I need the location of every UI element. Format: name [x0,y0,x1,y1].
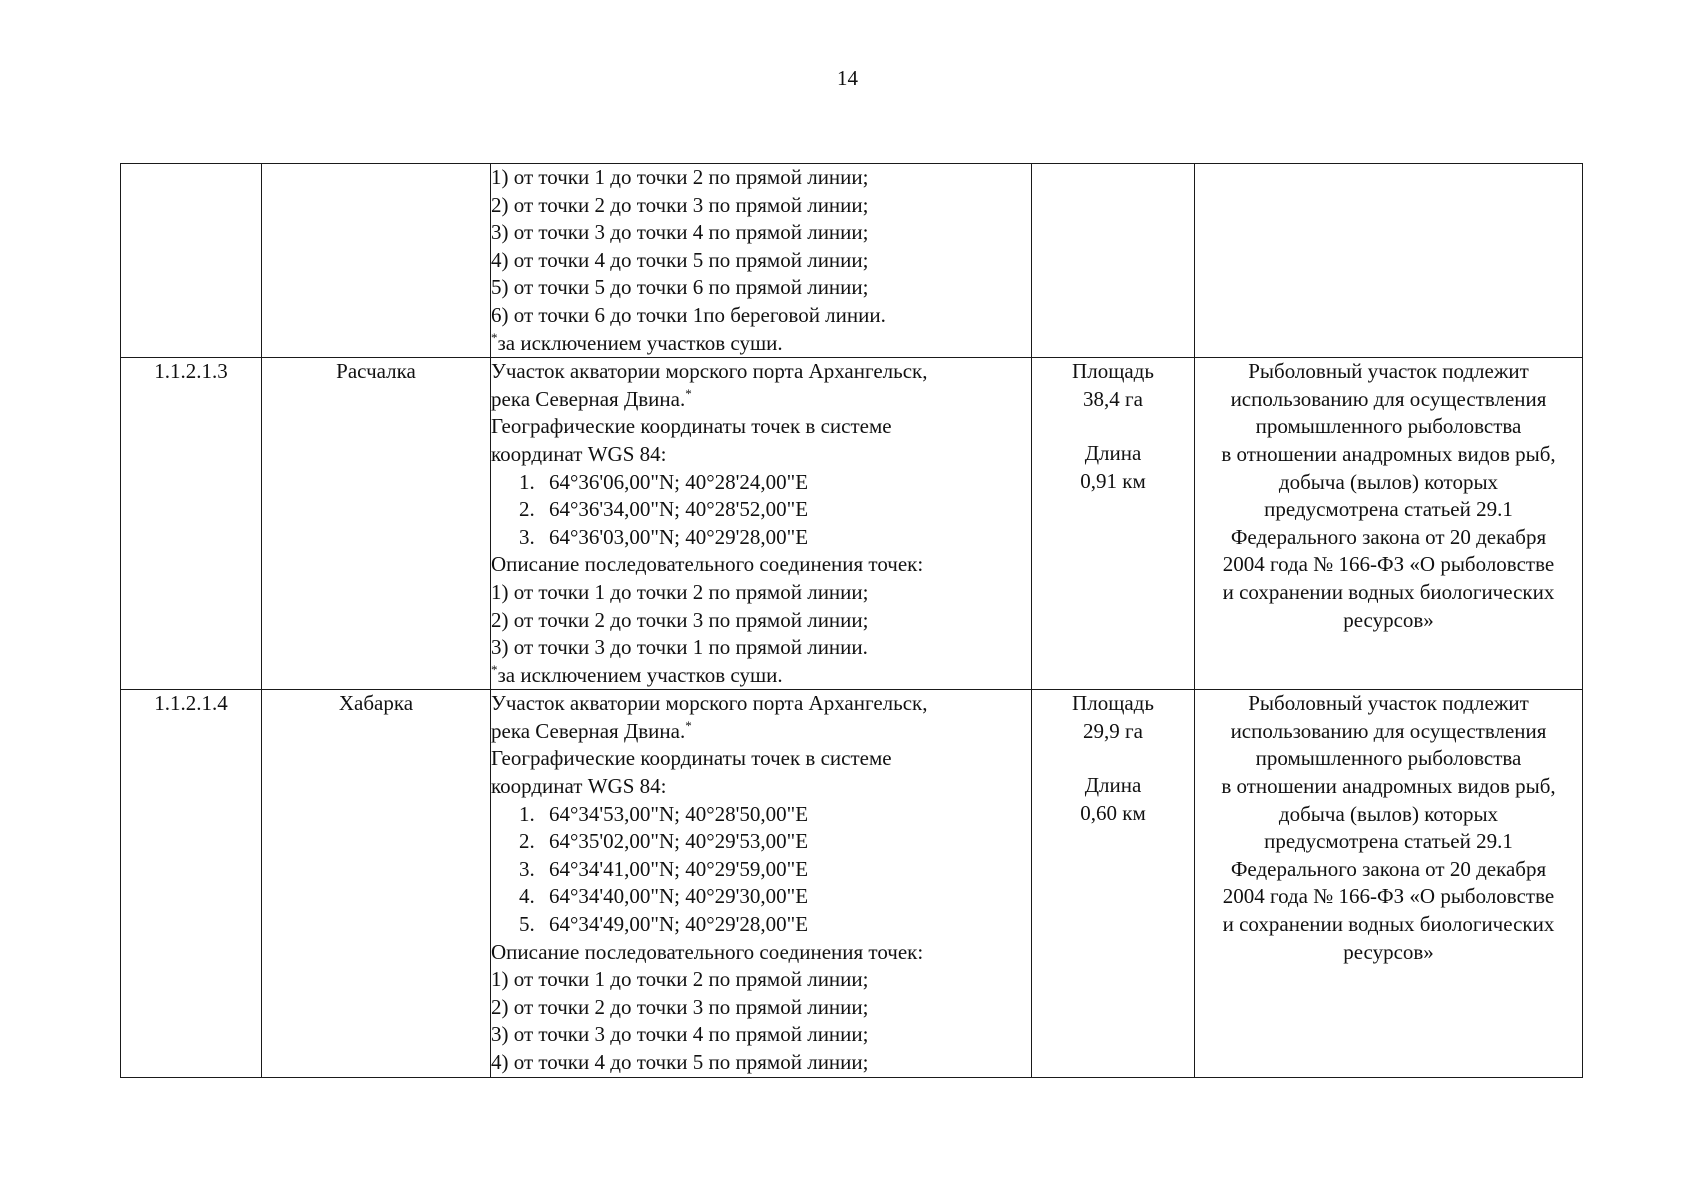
coordinate-value: 64°34'53,00"N; 40°28'50,00"E [549,801,809,826]
intro-text: река Северная Двина. [491,718,686,743]
coords-heading: Географические координаты точек в системе [491,414,892,439]
coordinate-value: 64°36'34,00"N; 40°28'52,00"E [549,497,809,522]
note-line: и сохранении водных биологических [1222,579,1555,604]
coordinate-index: 5. [519,912,535,937]
fishing-areas-table [120,163,1583,1078]
note-line: 2004 года № 166-ФЗ «О рыболовстве [1222,552,1555,577]
footnote-mark: * [491,661,498,677]
coords-heading: координат WGS 84: [491,774,667,799]
table-row [121,690,1583,1077]
table-row-continuation [121,164,1583,358]
coordinate-value: 64°34'41,00"N; 40°29'59,00"E [549,856,809,881]
footnote-mark: * [685,385,692,401]
coordinate-item [491,496,1031,524]
connection-heading: Описание последовательного соединения точек: [491,552,924,577]
length-label: Длина [1084,441,1142,466]
coords-heading: Географические координаты точек в системе [491,746,892,771]
note-line: в отношении анадромных видов рыб, [1221,774,1556,799]
page-number: 14 [837,66,858,90]
connection-line: 5) от точки 5 до точки 6 по прямой линии; [491,275,869,300]
coordinate-index: 1. [519,469,535,494]
coordinate-value: 64°36'06,00"N; 40°28'24,00"E [549,469,809,494]
cell-description [491,358,1032,690]
coordinate-value: 64°36'03,00"N; 40°29'28,00"E [549,524,809,549]
note-line: Рыболовный участок подлежит [1248,691,1529,716]
coordinate-item [491,524,1031,552]
area-name: Хабарка [262,690,491,1077]
coordinate-item [491,469,1031,497]
coordinate-index: 4. [519,884,535,909]
length-label: Длина [1084,773,1142,798]
connection-line: 4) от точки 4 до точки 5 по прямой линии; [491,1050,869,1074]
note-line: Рыболовный участок подлежит [1248,359,1529,384]
length-value: 0,60 км [1080,801,1146,826]
note-line: 2004 года № 166-ФЗ «О рыболовстве [1222,884,1555,909]
cell-note [1195,690,1583,1077]
note-line: промышленного рыболовства [1255,414,1522,439]
cell-note [1195,358,1583,690]
coordinate-item [491,883,1031,911]
coordinate-item [491,856,1031,884]
connection-line: 3) от точки 3 до точки 1 по прямой линии. [491,635,868,660]
area-value: 29,9 га [1083,718,1143,743]
footnote-text: за исключением участков суши. [497,662,783,687]
row-number: 1.1.2.1.3 [121,358,262,690]
intro-line: Участок акватории морского порта Архангельск, [491,691,928,716]
footnote-mark: * [685,717,692,733]
row-number: 1.1.2.1.4 [121,690,262,1077]
coordinate-index: 1. [519,801,535,826]
note-line: ресурсов» [1343,939,1434,964]
connection-line: 1) от точки 1 до точки 2 по прямой линии; [491,165,869,189]
connection-line: 1) от точки 1 до точки 2 по прямой линии; [491,967,869,992]
coords-heading: координат WGS 84: [491,441,667,466]
connection-line: 2) от точки 2 до точки 3 по прямой линии; [491,192,869,217]
coordinate-item [491,801,1031,829]
coordinate-index: 2. [519,829,535,854]
footnote-line [491,662,1031,690]
intro-line [491,718,1031,746]
coordinate-value: 64°34'49,00"N; 40°29'28,00"E [549,912,809,937]
area-name: Расчалка [262,358,491,690]
note-line: добыча (вылов) которых [1278,469,1499,494]
cell-description [491,164,1032,358]
length-value: 0,91 км [1080,468,1146,493]
coordinate-item [491,828,1031,856]
note-line: добыча (вылов) которых [1278,801,1499,826]
intro-line: Участок акватории морского порта Архангельск, [491,359,928,384]
note-line: предусмотрена статьей 29.1 [1264,497,1513,522]
cell-measurements [1032,690,1195,1077]
coordinate-item [491,911,1031,939]
cell-name-empty [262,164,491,358]
cell-note-empty [1195,164,1583,358]
note-line: и сохранении водных биологических [1222,912,1555,937]
area-label: Площадь [1072,359,1154,384]
note-line: промышленного рыболовства [1255,746,1522,771]
coordinate-value: 64°35'02,00"N; 40°29'53,00"E [549,829,809,854]
cell-measurements [1032,358,1195,690]
table-row [121,358,1583,690]
connection-line: 6) от точки 6 до точки 1по береговой линии. [491,302,886,327]
coordinate-index: 3. [519,856,535,881]
intro-text: река Северная Двина. [491,386,686,411]
connection-line: 2) от точки 2 до точки 3 по прямой линии; [491,607,869,632]
cell-measure-empty [1032,164,1195,358]
note-line: Федерального закона от 20 декабря [1230,524,1547,549]
coordinate-value: 64°34'40,00"N; 40°29'30,00"E [549,884,809,909]
connection-line: 3) от точки 3 до точки 4 по прямой линии; [491,1022,869,1047]
connection-heading: Описание последовательного соединения точек: [491,939,924,964]
coordinate-index: 2. [519,497,535,522]
note-line: использованию для осуществления [1230,718,1547,743]
note-line: ресурсов» [1343,607,1434,632]
footnote-text: за исключением участков суши. [497,330,783,355]
area-label: Площадь [1072,691,1154,716]
connection-line: 1) от точки 1 до точки 2 по прямой линии; [491,579,869,604]
connection-line: 2) от точки 2 до точки 3 по прямой линии; [491,994,869,1019]
note-line: предусмотрена статьей 29.1 [1264,829,1513,854]
connection-line: 4) от точки 4 до точки 5 по прямой линии; [491,247,869,272]
intro-line [491,386,1031,414]
cell-number-empty [121,164,262,358]
note-line: использованию для осуществления [1230,386,1547,411]
area-value: 38,4 га [1083,386,1143,411]
coordinate-index: 3. [519,524,535,549]
cell-description [491,690,1032,1077]
connection-line: 3) от точки 3 до точки 4 по прямой линии; [491,220,869,245]
note-line: Федерального закона от 20 декабря [1230,856,1547,881]
note-line: в отношении анадромных видов рыб, [1221,441,1556,466]
footnote-mark: * [491,329,498,345]
footnote-line [491,330,1031,358]
